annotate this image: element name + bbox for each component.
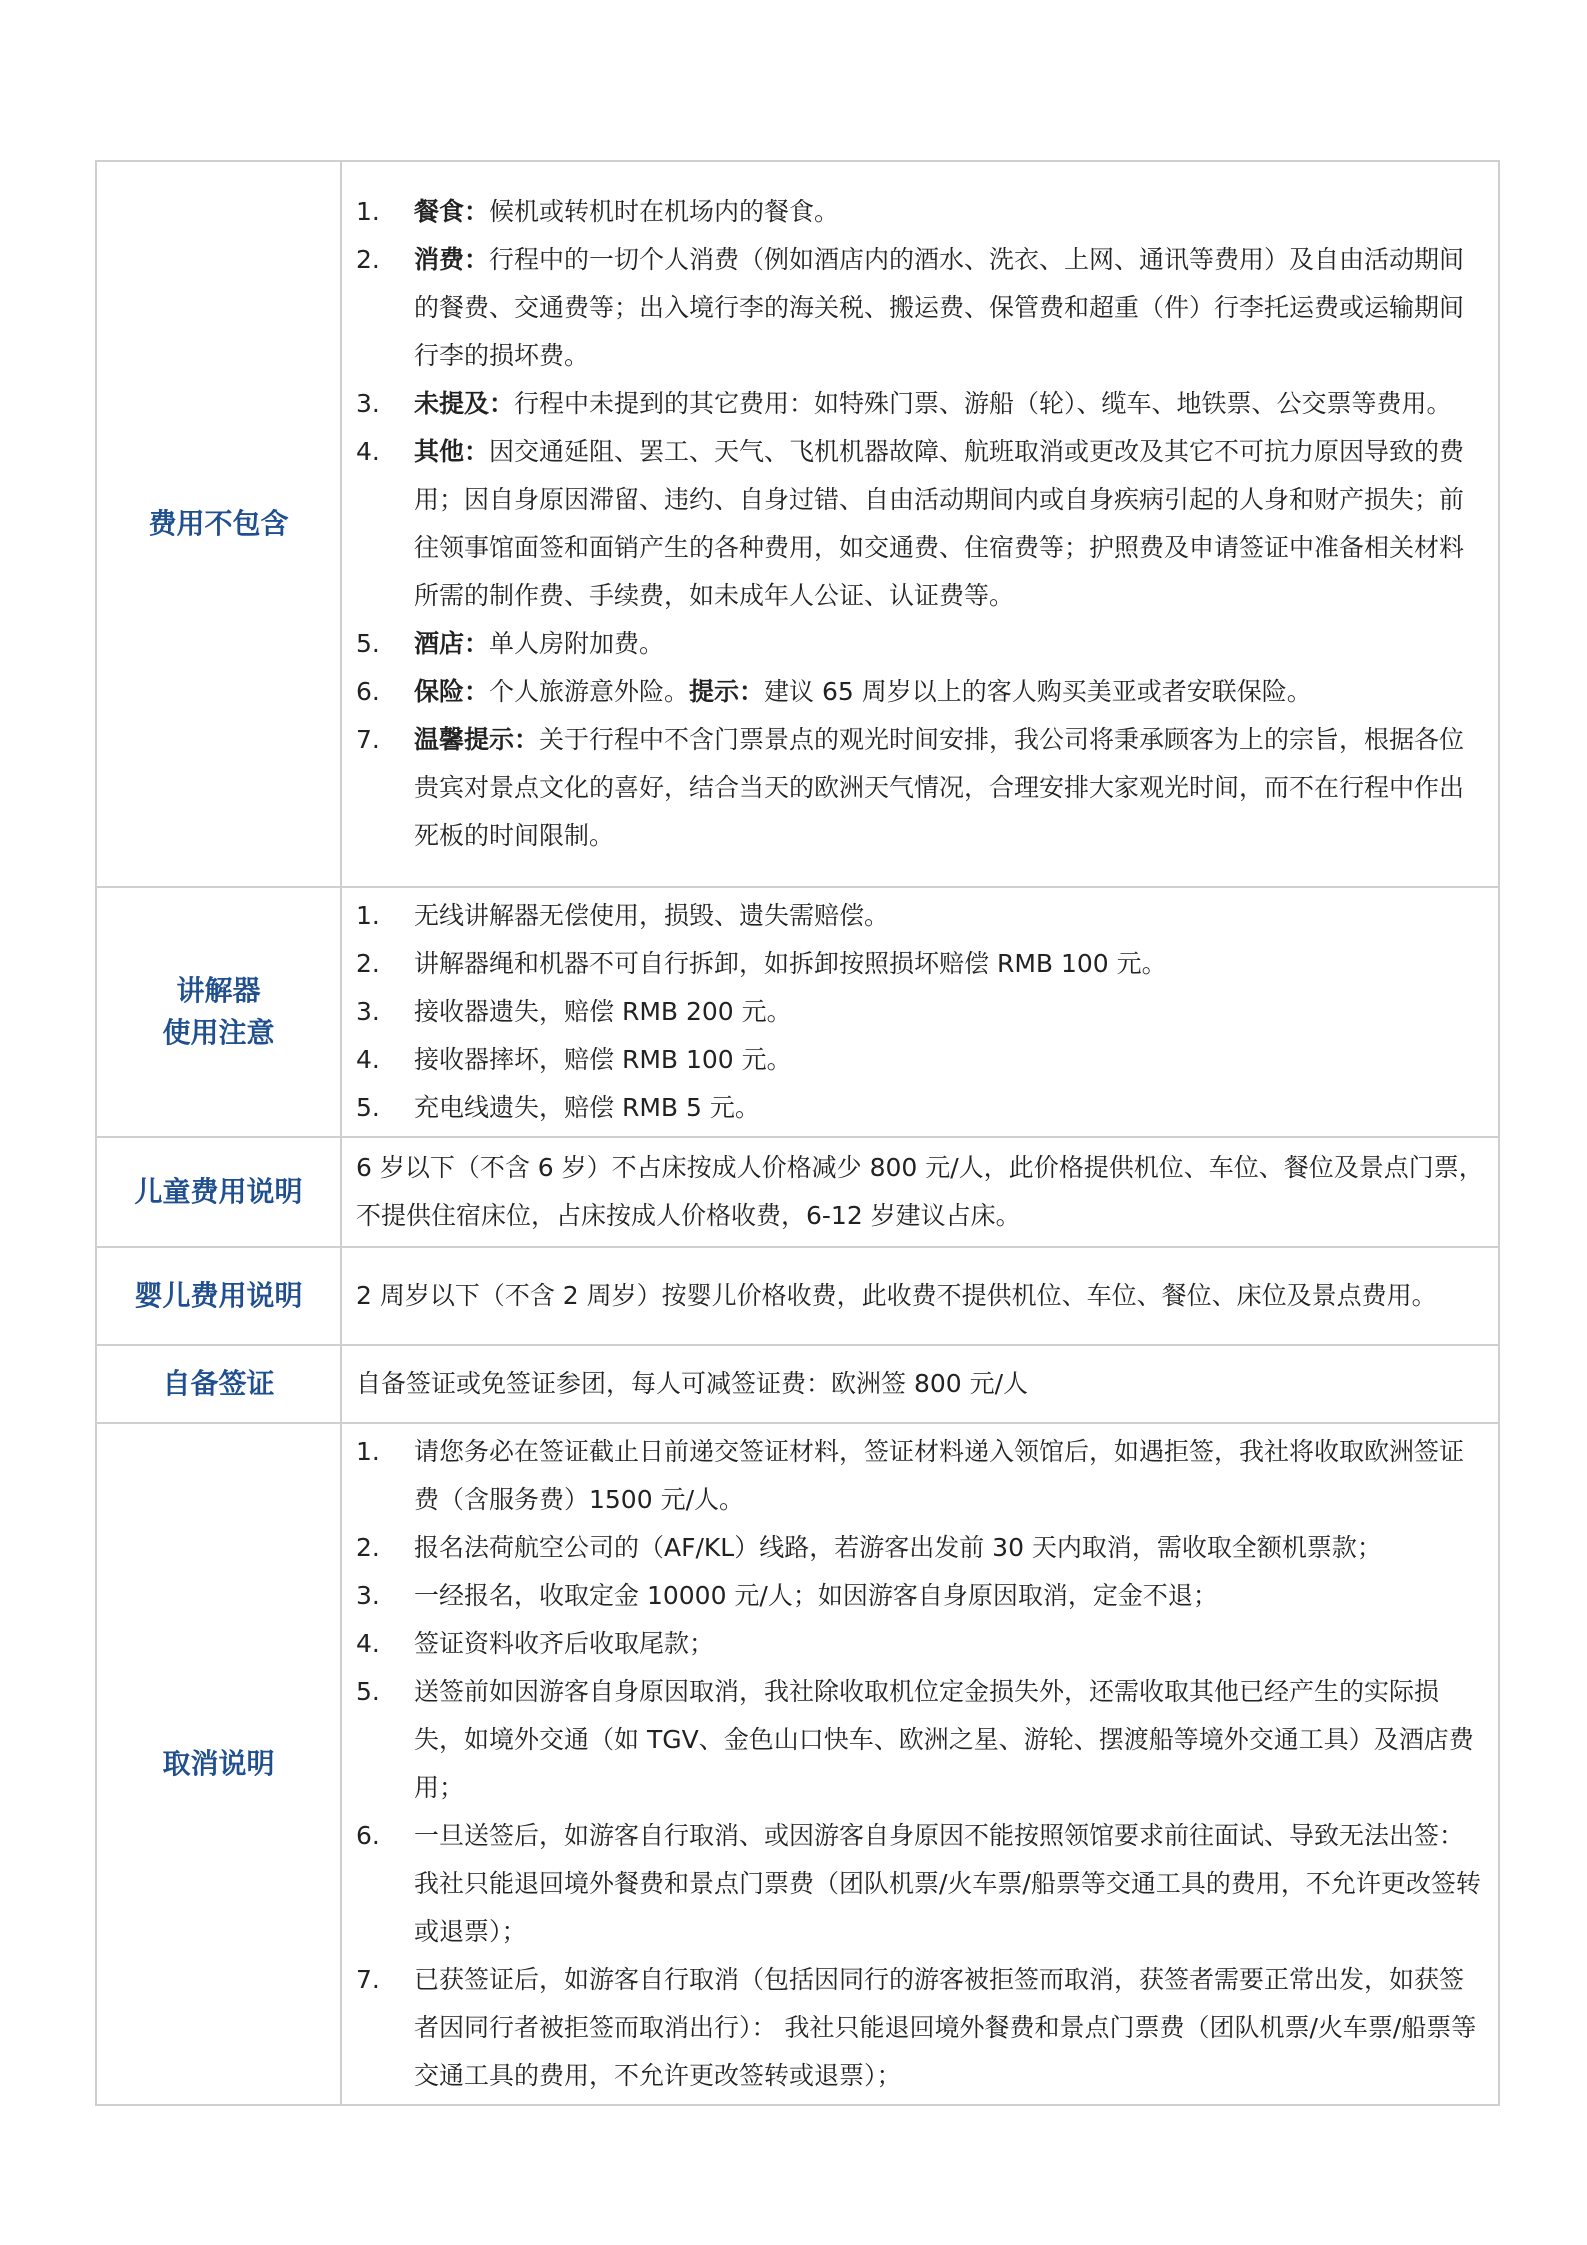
item-text: 报名法荷航空公司的（AF/KL）线路，若游客出发前 30 天内取消，需收取全额机票款； xyxy=(414,1533,1382,1562)
item-text: 无线讲解器无偿使用，损毁、遗失需赔偿。 xyxy=(414,901,890,930)
item-text: 行程中未提到的其它费用：如特殊门票、游船（轮）、缆车、地铁票、公交票等费用。 xyxy=(514,389,1452,418)
list-item xyxy=(356,940,1486,988)
item-number: 3. xyxy=(356,997,380,1026)
item-text: 候机或转机时在机场内的餐食。 xyxy=(489,197,840,226)
list-item xyxy=(356,716,1486,860)
section-heading xyxy=(96,887,341,1137)
item-number: 1. xyxy=(356,197,380,226)
item-number: 3. xyxy=(356,1581,380,1610)
item-number: 7. xyxy=(356,725,380,754)
item-keyword: 酒店： xyxy=(414,629,490,658)
row-child-fee xyxy=(96,1137,1499,1247)
item-number: 2. xyxy=(356,245,380,274)
row-fee-excluded xyxy=(96,161,1499,887)
item-number: 7. xyxy=(356,1965,380,1994)
item-text: 个人旅游意外险。 xyxy=(489,677,690,706)
item-text: 已获签证后，如游客自行取消（包括因同行的游客被拒签而取消，获签者需要正常出发，如获签者因同行者被拒签而取消出行）： 我社只能退回境外餐费和景点门票费（团队机票/火车票/船票等交通工具的费用，不允许更改签转或退票）； xyxy=(414,1965,1477,2090)
item-keyword: 温馨提示： xyxy=(414,725,540,754)
item-text: 接收器摔坏，赔偿 RMB 100 元。 xyxy=(414,1045,792,1074)
item-text: 单人房附加费。 xyxy=(489,629,665,658)
list-item xyxy=(356,620,1486,668)
list-item xyxy=(356,188,1486,236)
item-text: 行程中的一切个人消费（例如酒店内的酒水、洗衣、上网、通讯等费用）及自由活动期间的餐费、交通费等；出入境行李的海关税、搬运费、保管费和超重（件）行李托运费或运输期间行李的损坏费。 xyxy=(414,245,1465,370)
item-keyword: 未提及： xyxy=(414,389,515,418)
list-item xyxy=(356,892,1486,940)
section-text: 自备签证或免签证参团，每人可减签证费：欧洲签 800 元/人 xyxy=(356,1369,1029,1398)
item-number: 6. xyxy=(356,1821,380,1850)
list-item xyxy=(356,1084,1486,1132)
info-table xyxy=(95,160,1500,2106)
item-number: 2. xyxy=(356,949,380,978)
item-text: 因交通延阻、罢工、天气、飞机机器故障、航班取消或更改及其它不可抗力原因导致的费用；因自身原因滞留、违约、自身过错、自由活动期间内或自身疾病引起的人身和财产损失；前往领事馆面签和面销产生的各种费用，如交通费、住宿费等；护照费及申请签证中准备相关材料所需的制作费、手续费，如未成年人公证、认证费等。 xyxy=(414,437,1465,610)
item-text: 讲解器绳和机器不可自行拆卸，如拆卸按照损坏赔偿 RMB 100 元。 xyxy=(414,949,1167,978)
item-keyword: 消费： xyxy=(414,245,490,274)
section-heading: 婴儿费用说明 xyxy=(96,1247,341,1345)
item-number: 1. xyxy=(356,1437,380,1466)
list-item xyxy=(356,236,1486,380)
heading-line: 使用注意 xyxy=(162,1016,275,1049)
row-cancellation xyxy=(96,1423,1499,2105)
section-heading: 取消说明 xyxy=(96,1423,341,2105)
list-item xyxy=(356,1956,1486,2100)
item-text: 关于行程中不含门票景点的观光时间安排，我公司将秉承顾客为上的宗旨，根据各位贵宾对景点文化的喜好，结合当天的欧洲天气情况，合理安排大家观光时间，而不在行程中作出死板的时间限制。 xyxy=(414,725,1465,850)
item-number: 4. xyxy=(356,437,380,466)
list-item xyxy=(356,1524,1486,1572)
heading-line: 讲解器 xyxy=(176,974,261,1007)
row-own-visa xyxy=(96,1345,1499,1423)
section-text: 6 岁以下（不含 6 岁）不占床按成人价格减少 800 元/人，此价格提供机位、车位、餐位及景点门票，不提供住宿床位，占床按成人价格收费，6-12 岁建议占床。 xyxy=(356,1153,1484,1230)
list-item xyxy=(356,380,1486,428)
item-number: 4. xyxy=(356,1045,380,1074)
item-text-tip: 建议 65 周岁以上的客人购买美亚或者安联保险。 xyxy=(764,677,1312,706)
list-item xyxy=(356,1428,1486,1524)
section-heading: 自备签证 xyxy=(96,1345,341,1423)
item-number: 2. xyxy=(356,1533,380,1562)
item-keyword: 其他： xyxy=(414,437,490,466)
item-number: 5. xyxy=(356,629,380,658)
row-audio-guide xyxy=(96,887,1499,1137)
item-text: 一旦送签后，如游客自行取消、或因游客自身原因不能按照领馆要求前往面试、导致无法出签：我社只能退回境外餐费和景点门票费（团队机票/火车票/船票等交通工具的费用，不允许更改签转或退票）； xyxy=(414,1821,1481,1946)
row-infant-fee xyxy=(96,1247,1499,1345)
list-item xyxy=(356,1036,1486,1084)
item-text: 签证资料收齐后收取尾款； xyxy=(414,1629,715,1658)
item-number: 4. xyxy=(356,1629,380,1658)
list-item xyxy=(356,1620,1486,1668)
item-text: 送签前如因游客自身原因取消，我社除收取机位定金损失外，还需收取其他已经产生的实际损失，如境外交通（如 TGV、金色山口快车、欧洲之星、游轮、摆渡船等境外交通工具）及酒店费用； xyxy=(414,1677,1474,1802)
list-item xyxy=(356,1668,1486,1812)
item-number: 6. xyxy=(356,677,380,706)
list-item xyxy=(356,988,1486,1036)
item-keyword-tip: 提示： xyxy=(689,677,765,706)
list-item xyxy=(356,668,1486,716)
item-text: 一经报名，收取定金 10000 元/人；如因游客自身原因取消，定金不退； xyxy=(414,1581,1218,1610)
numbered-list xyxy=(356,188,1486,860)
item-text: 请您务必在签证截止日前递交签证材料，签证材料递入领馆后，如遇拒签，我社将收取欧洲签证费（含服务费）1500 元/人。 xyxy=(414,1437,1465,1514)
item-number: 5. xyxy=(356,1093,380,1122)
item-number: 1. xyxy=(356,901,380,930)
numbered-list xyxy=(356,892,1486,1132)
list-item xyxy=(356,1572,1486,1620)
item-text: 充电线遗失，赔偿 RMB 5 元。 xyxy=(414,1093,760,1122)
list-item xyxy=(356,1812,1486,1956)
item-number: 5. xyxy=(356,1677,380,1706)
item-keyword: 保险： xyxy=(414,677,490,706)
section-text: 2 周岁以下（不含 2 周岁）按婴儿价格收费，此收费不提供机位、车位、餐位、床位及景点费用。 xyxy=(356,1281,1437,1310)
item-keyword: 餐食： xyxy=(414,197,490,226)
section-heading: 费用不包含 xyxy=(96,161,341,887)
item-number: 3. xyxy=(356,389,380,418)
section-heading: 儿童费用说明 xyxy=(96,1137,341,1247)
numbered-list xyxy=(356,1428,1486,2100)
list-item xyxy=(356,428,1486,620)
item-text: 接收器遗失，赔偿 RMB 200 元。 xyxy=(414,997,792,1026)
